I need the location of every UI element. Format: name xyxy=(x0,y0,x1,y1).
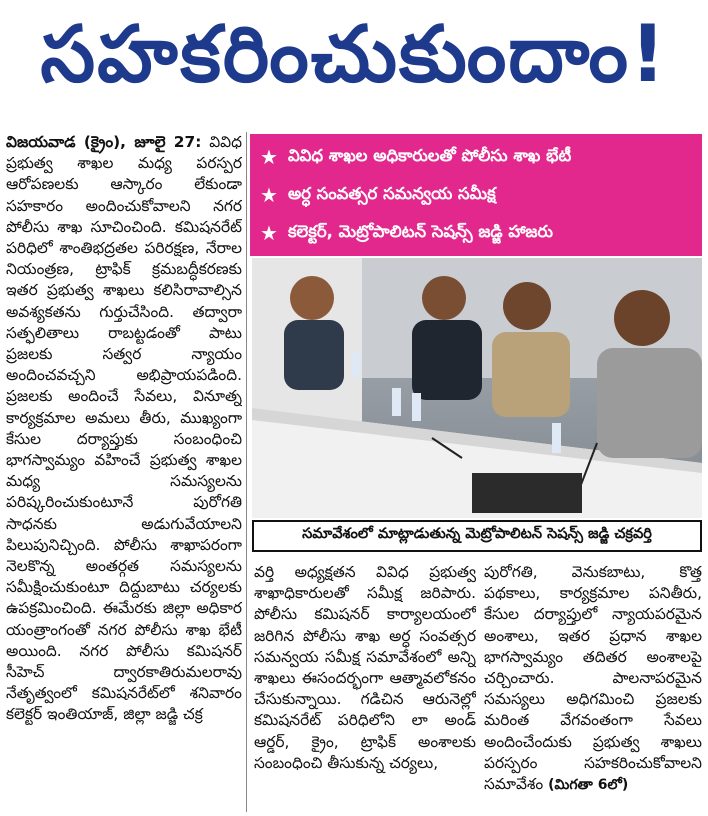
star-icon: ★ xyxy=(260,221,278,245)
article-text-1: వివిధ ప్రభుత్వ శాఖల మధ్య పరస్పర ఆరోపణలకు ఆస్కారం లేకుండా సహకారం అందించుకోవాలని నగర పోలీసు శాఖ సూచించింది. కమిషనరేట్ పరిధిలో శాంతిభద్రతల పరిరక్షణ, నేరాల నియంత్రణ, ట్రాఫిక్ క్రమబద్ధీకరణకు ఇతర ప్రభుత్వ శాఖలు కలిసిరావాల్సిన అవశ్యకతను గుర్తుచేసింది. తద్వారా సత్ఫలితాలు రాబట్టడంతో పాటు ప్రజలకు సత్వర న్యాయం అందించవచ్చని అభిప్రాయపడింది. ప్రజలకు అందించే సేవలు, వినూత్న కార్యక్రమాల అమలు తీరు, ముఖ్యంగా కేసుల దర్యాప్తుకు సంబంధించి భాగస్వామ్యం వహించే ప్రభుత్వ శాఖల మధ్య సమస్యలను పరిష్కరించుకుంటూనే పురోగతి సాధనకు అడుగువేయాలని పిలుపునిచ్చింది. పోలీసు శాఖాపరంగా నెలకొన్న అంతర్గత సమస్యలను సమీక్షించుకుంటూ దిద్దుబాటు చర్యలకు ఉపక్రమించింది. ఈమేరకు జిల్లా అధికార యంత్రాంగంతో నగర పోలీసు శాఖ భేటీ అయింది. నగర పోలీసు కమిషనర్ సీహెచ్ ద్వారకాతిరుమలరావు నేతృత్వంలో కమిషనరేట్‌లో శనివారం కలెక్టర్ ఇంతియాజ్, జిల్లా జడ్జి చక్ర xyxy=(6,133,242,724)
continued-note: (మిగతా 6లో) xyxy=(548,777,629,794)
meeting-photo xyxy=(252,258,702,518)
article-column-1 xyxy=(6,132,242,812)
highlight-text: వివిధ శాఖల అధికారులతో పోలీసు శాఖ భేటీ xyxy=(287,145,572,165)
star-icon: ★ xyxy=(260,183,278,207)
headline: సహకరించుకుందాం! xyxy=(40,9,668,100)
column-divider xyxy=(246,132,247,812)
article-text-2: వర్తి అధ్యక్షతన వివిధ ప్రభుత్వ శాఖాధికారులతో సమీక్ష జరిపారు. పోలీసు కమిషనర్ కార్యాలయంలో జరిగిన పోలీసు శాఖ అర్ధ సంవత్సర సమన్వయ సమీక్ష సమావేశంలో అన్ని శాఖలు ఈసందర్భంగా ఆత్మావలోకనం చేసుకున్నాయి. గడిచిన ఆరునెల్లో కమిషనరేట్ పరిధిలోని లా అండ్ ఆర్డర్, క్రైం, ట్రాఫిక్ అంశాలకు సంబంధించి తీసుకున్న చర్యలు, xyxy=(254,563,476,772)
highlights-box xyxy=(250,134,702,256)
highlight-item xyxy=(260,183,692,207)
highlight-text: కలెక్టర్, మెట్రోపాలిటన్ సెషన్స్ జడ్జి హాజరు xyxy=(287,221,553,241)
star-icon: ★ xyxy=(260,145,278,169)
article-text-3: పురోగతి, వెనుకబాటు, కొత్త పథకాలు, కార్యక్రమాల పనితీరు, కేసుల దర్యాప్తులో న్యాయపరమైన అంశాలు, ఇతర ప్రధాన శాఖల భాగస్వామ్యం తదితర అంశాలపై చర్చించారు. పాలనాపరమైన సమస్యలు అధిగమించి ప్రజలకు మరింత వేగవంతంగా సేవలు అందించేందుకు ప్రభుత్వ శాఖలు పరస్పరం సహకరించుకోవాలని సమావేశం xyxy=(484,563,702,794)
photo-caption: సమావేశంలో మాట్లాడుతున్న మెట్రోపాలిటన్ సెషన్స్ జడ్జి చక్రవర్తి xyxy=(252,520,702,552)
meeting-photo-illustration xyxy=(252,258,702,518)
dateline: విజయవాడ (క్రైం), జూలై 27: xyxy=(6,133,202,151)
highlight-item xyxy=(260,221,692,245)
article-column-2 xyxy=(254,562,476,812)
highlight-text: అర్ధ సంవత్సర సమన్వయ సమీక్ష xyxy=(287,183,496,203)
article-column-3 xyxy=(484,562,702,812)
highlight-item xyxy=(260,145,692,169)
